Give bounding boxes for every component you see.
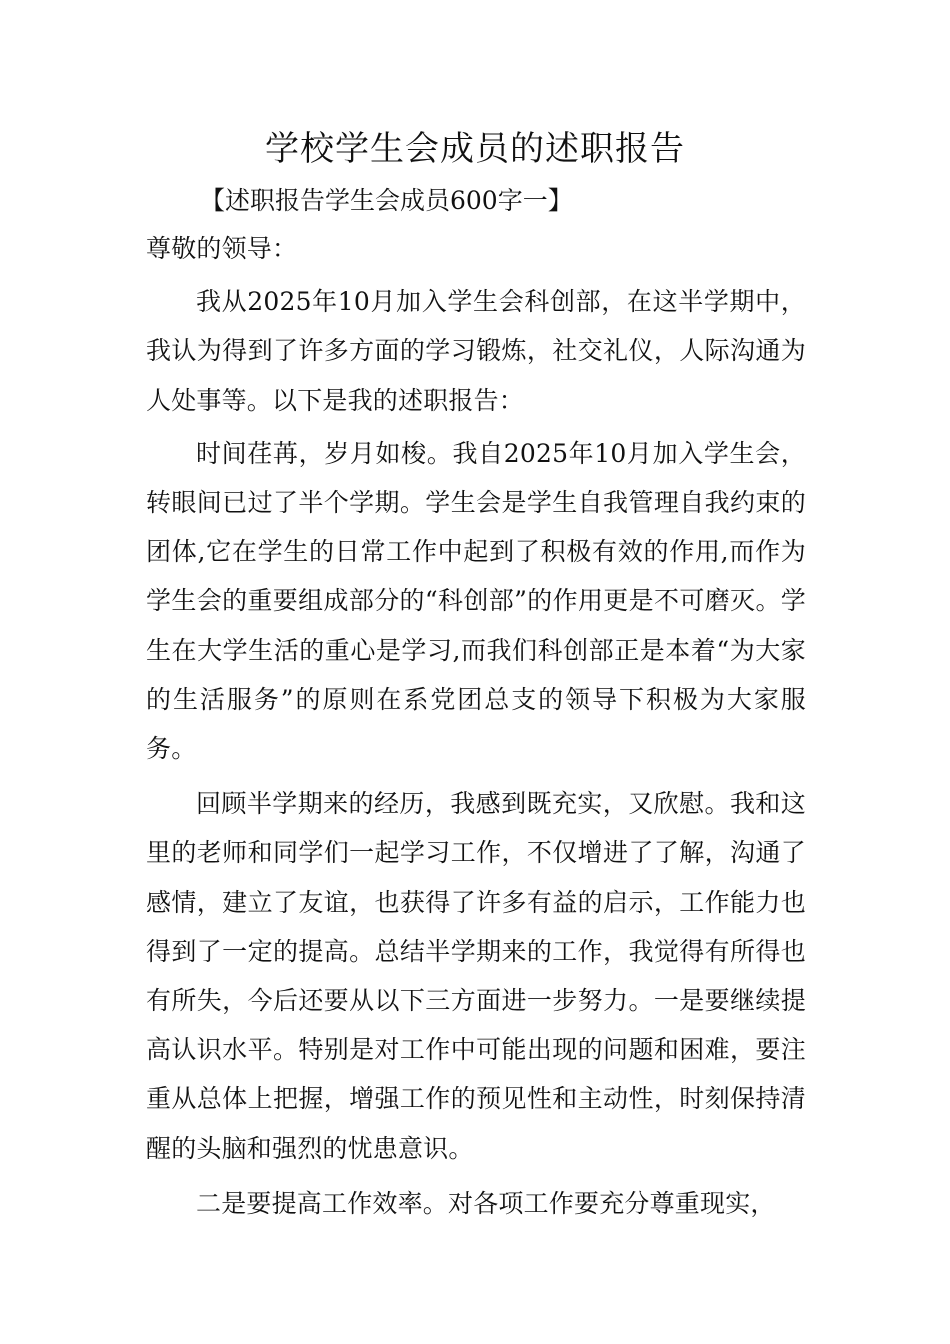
- paragraph-3: 回顾半学期来的经历，我感到既充实，又欣慰。我和这里的老师和同学们一起学习工作，不仅增进了了解，沟通了感情，建立了友谊，也获得了许多有益的启示，工作能力也得到了一定的提高。总结半学期来的工作，我觉得有所得也有所失，今后还要从以下三方面进一步努力。一是要继续提高认识水平。特别是对工作中可能出现的问题和困难，要注重从总体上把握，增强工作的预见性和主动性，时刻保持清醒的头脑和强烈的忧患意识。: [146, 789, 806, 1163]
- greeting: 尊敬的领导：: [146, 234, 298, 263]
- document-subtitle: 【述职报告学生会成员600字一】: [200, 186, 573, 215]
- paragraph-4: 二是要提高工作效率。对各项工作要充分尊重现实，: [196, 1188, 776, 1218]
- paragraph-1: 我从2025年10月加入学生会科创部，在这半学期中，我认为得到了许多方面的学习锻炼，社交礼仪，人际沟通为人处事等。以下是我的述职报告：: [146, 287, 806, 415]
- document-title: 学校学生会成员的述职报告: [265, 129, 685, 169]
- paragraph-2: 时间荏苒，岁月如梭。我自2025年10月加入学生会，转眼间已过了半个学期。学生会是学生自我管理自我约束的团体,它在学生的日常工作中起到了积极有效的作用,而作为学生会的重要组成部分的“科创部”的作用更是不可磨灭。学生在大学生活的重心是学习,而我们科创部正是本着“为大家的生活服务”的原则在系党团总支的领导下积极为大家服务。: [146, 438, 806, 764]
- document-body: [146, 224, 806, 1232]
